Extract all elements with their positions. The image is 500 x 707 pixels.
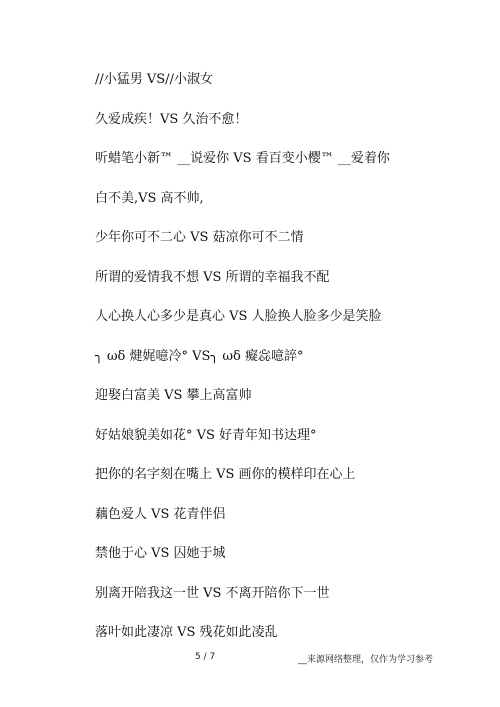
text-line: 禁他于心 VS 囚她于城 [95, 546, 226, 561]
text-line: 迎娶白富美 VS 攀上高富帅 [95, 388, 252, 403]
text-line: 所谓的爱情我不想 VS 所谓的幸福我不配 [95, 269, 330, 285]
text-line: 把你的名字刻在嘴上 VS 画你的模样印在心上 [95, 467, 356, 482]
text-line: //小猛男 VS//小淑女 [95, 72, 213, 87]
text-line: ╮ ωδ 煡娓噫冷° VS╮ ωδ 癡惢噫誶° [95, 348, 304, 364]
text-line: 别离开陪我这一世 VS 不离开陪你下一世 [95, 585, 330, 601]
text-line: 藕色爱人 VS 花青伴侣 [95, 506, 226, 522]
text-line: 少年你可不二心 VS 菇凉你可不二情 [95, 230, 304, 245]
text-line: 好姑娘貌美如花° VS 好青年知书达理° [95, 427, 317, 443]
text-lines [95, 70, 495, 663]
source-note: __来源网络整理，仅作为学习参考 [298, 655, 434, 665]
text-line: 久爱成疾！VS 久治不愈！ [95, 111, 248, 127]
page-footer [0, 652, 500, 668]
text-line: 白不美,VS 高不帅, [95, 190, 204, 206]
text-line: 落叶如此凄凉 VS 残花如此凌乱 [95, 625, 278, 640]
text-line: 听蜡笔小新™ __说爱你 VS 看百变小樱™ __爱着你 [95, 151, 390, 166]
text-line: 人心换人心多少是真心 VS 人脸换人脸多少是笑脸 [95, 309, 382, 324]
page-number: 5 / 7 [195, 652, 216, 662]
